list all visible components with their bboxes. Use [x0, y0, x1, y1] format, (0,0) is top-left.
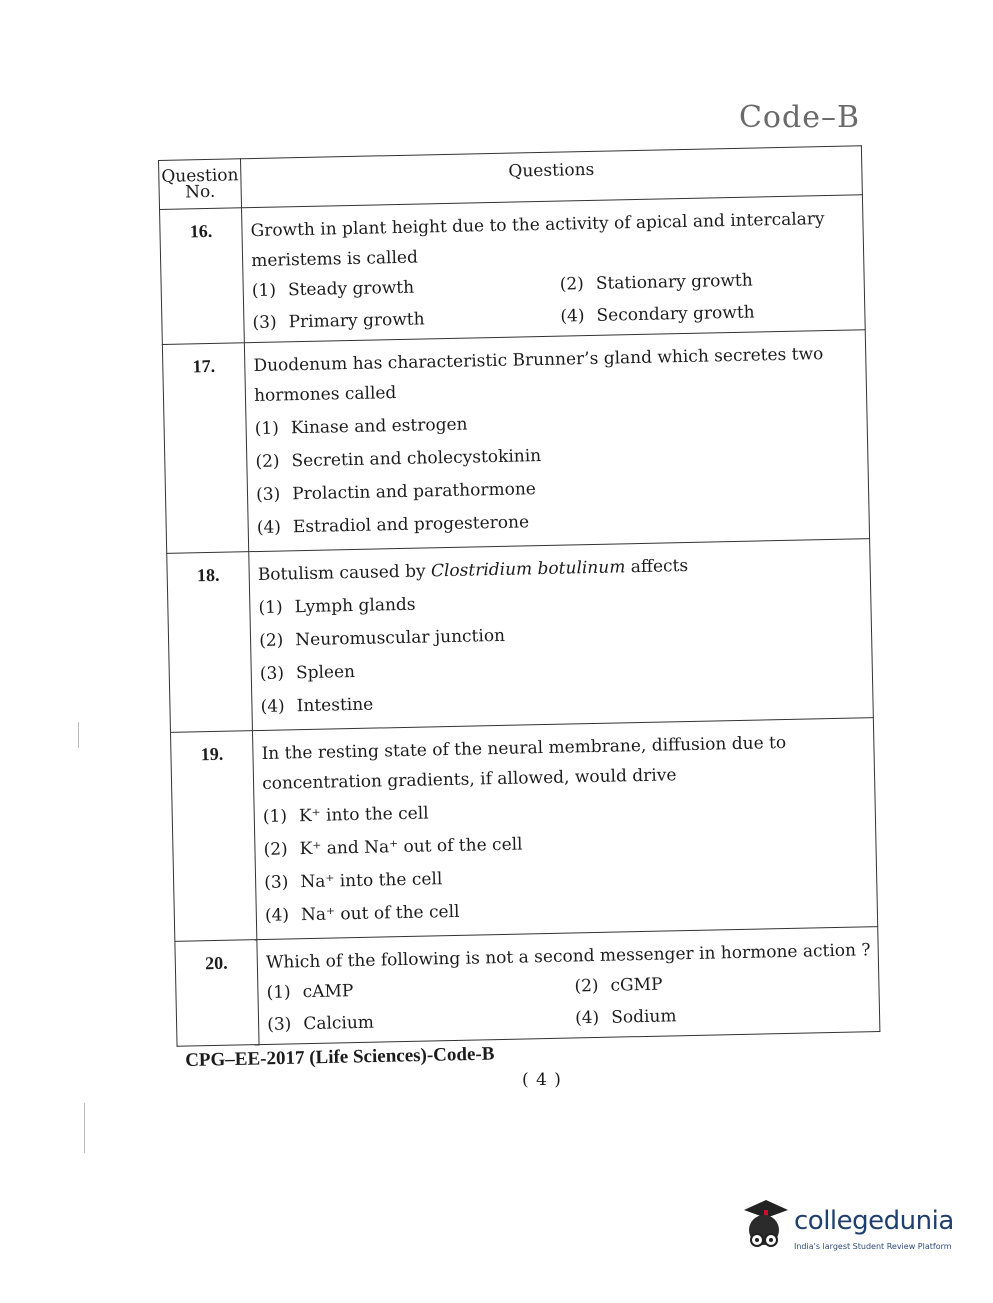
scan-mark: [84, 1103, 85, 1153]
question-row-17: [162, 330, 869, 554]
option-3: (3) Spleen: [259, 661, 356, 684]
organism-name: Clostridium botulinum: [430, 557, 626, 582]
question-table: [158, 145, 880, 1047]
option-4: (4) Estradiol and progesterone: [256, 512, 530, 539]
question-text: Botulism caused by Clostridium botulinum affects: [257, 555, 689, 585]
question-cell: [253, 718, 878, 940]
option-4: (4) Secondary growth: [560, 302, 755, 327]
paper-title: CPG–EE-2017 (Life Sciences)-Code-B: [185, 1043, 495, 1071]
question-number: 18.: [167, 552, 253, 733]
scan-mark: [78, 722, 79, 748]
options-list: [254, 400, 863, 545]
option-4: (4) Intestine: [260, 694, 374, 717]
option-2: (2) K⁺ and Na⁺ out of the cell: [263, 834, 523, 860]
question-number: 16.: [160, 208, 245, 345]
question-row-19: [170, 718, 877, 942]
option-1: (1) Lymph glands: [258, 594, 416, 618]
question-text: Duodenum has characteristic Brunner’s gland which secretes two hormones called: [253, 344, 824, 407]
option-4: (4) Na⁺ out of the cell: [264, 901, 460, 926]
option-1: (1) Kinase and estrogen: [254, 414, 468, 440]
question-cell: [242, 195, 866, 343]
question-text: In the resting state of the neural membrane, diffusion due to concentration gradients, if allowed, would drive: [261, 732, 787, 794]
option-2: (2) Stationary growth: [559, 270, 753, 295]
question-text: Growth in plant height due to the activity of apical and intercalary meristems is called: [250, 209, 825, 272]
option-2: (2) cGMP: [574, 974, 663, 997]
option-2: (2) Neuromuscular junction: [259, 625, 506, 651]
column-header-questions: Questions: [241, 146, 863, 208]
option-1: (1) Steady growth: [251, 277, 415, 302]
question-number: 17.: [162, 343, 248, 554]
paper-code: Code–B: [738, 100, 860, 135]
page-number: ( 4 ): [522, 1070, 562, 1090]
option-3: (3) Prolactin and parathormone: [255, 479, 537, 506]
option-3: (3) Na⁺ into the cell: [264, 869, 443, 893]
mascot-logo-icon: [736, 1196, 792, 1256]
option-3: (3) Calcium: [267, 1012, 375, 1035]
column-header-question-no: Question No.: [159, 159, 242, 210]
question-number: 19.: [170, 731, 256, 942]
question-number: 20.: [175, 940, 259, 1047]
options-list: [252, 265, 859, 336]
options-list: [258, 579, 867, 724]
question-row-18: [167, 539, 874, 733]
question-row-16: [160, 195, 866, 345]
question-row-20: [175, 927, 880, 1047]
collegedunia-watermark: [736, 1196, 966, 1256]
option-1: (1) cAMP: [266, 981, 354, 1003]
question-cell: [244, 330, 869, 552]
options-list: [266, 967, 873, 1038]
option-3: (3) Primary growth: [252, 309, 425, 334]
watermark-brand: collegedunia: [794, 1206, 954, 1236]
option-1: (1) K⁺ into the cell: [262, 803, 429, 827]
question-cell: [249, 539, 873, 731]
question-cell: [257, 927, 880, 1045]
question-text: Which of the following is not a second messenger in hormone action ?: [265, 940, 871, 973]
option-2: (2) Secretin and cholecystokinin: [255, 446, 542, 473]
options-list: [263, 788, 872, 933]
option-4: (4) Sodium: [574, 1006, 677, 1029]
watermark-tagline: India's largest Student Review Platform: [794, 1242, 952, 1251]
